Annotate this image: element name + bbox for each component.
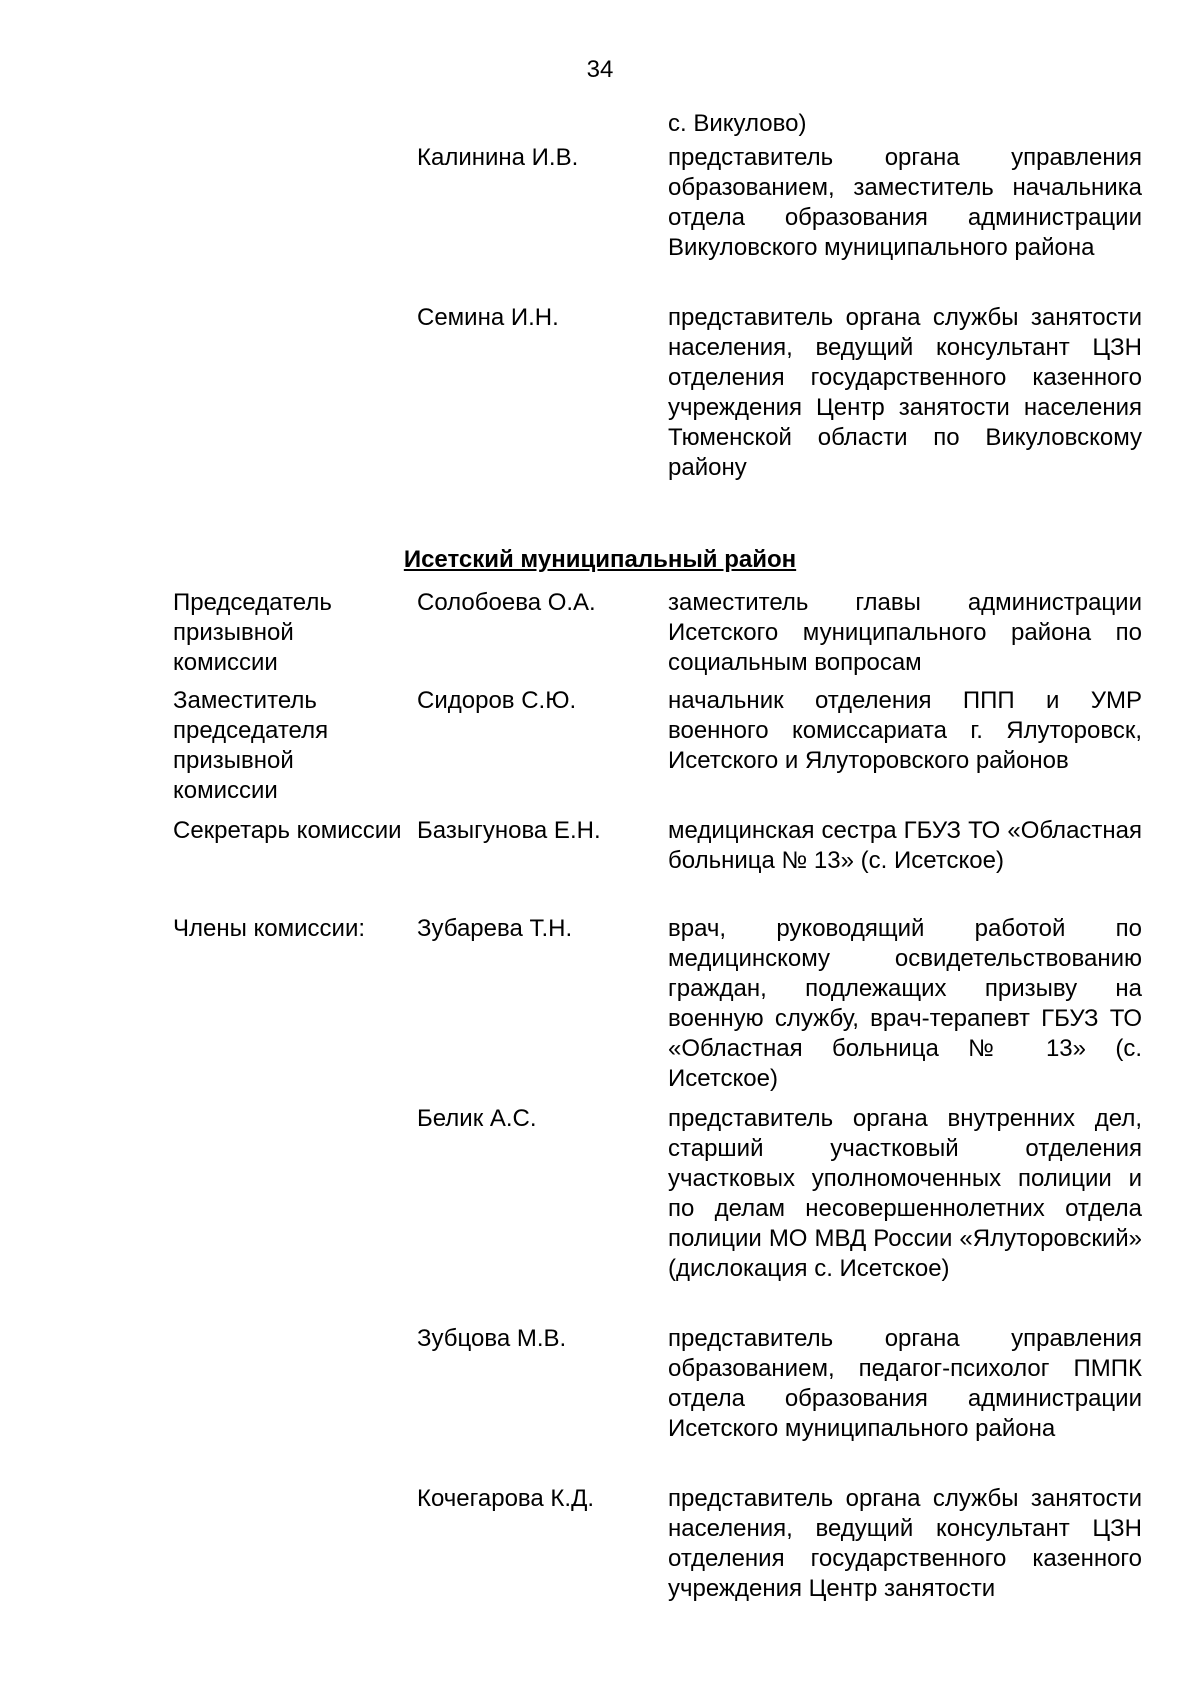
member-name: Кочегарова К.Д.	[417, 1485, 594, 1512]
commission-role: Председатель призывной комиссии	[173, 589, 332, 676]
member-description: заместитель главы администрации Исетского муниципального района по социальным вопросам	[668, 589, 1142, 676]
member-name: Солобоева О.А.	[417, 589, 596, 616]
member-description: представитель органа управления образованием, педагог-психолог ПМПК отдела образования администрации Исетского муниципального района	[668, 1325, 1142, 1442]
member-description: представитель органа управления образованием, заместитель начальника отдела образования администрации Викуловского муниципального района	[668, 144, 1142, 261]
page-number: 34	[586, 56, 614, 83]
member-description: начальник отделения ППП и УМР военного комиссариата г. Ялуторовск, Исетского и Ялуторовского районов	[668, 687, 1142, 774]
member-name: Базыгунова Е.Н.	[417, 817, 601, 844]
continuation-text: с. Викулово)	[668, 110, 807, 137]
member-name: Белик А.С.	[417, 1105, 537, 1132]
member-name: Зубцова М.В.	[417, 1325, 567, 1352]
member-name: Калинина И.В.	[417, 144, 579, 171]
member-name: Зубарева Т.Н.	[417, 915, 573, 942]
member-description: врач, руководящий работой по медицинскому освидетельствованию граждан, подлежащих призыву на военную службу, врач-терапевт ГБУЗ ТО «Областная больница № 13» (с. Исетское)	[668, 915, 1142, 1092]
member-name: Семина И.Н.	[417, 304, 559, 331]
commission-role: Заместитель председателя призывной комиссии	[173, 687, 329, 804]
commission-role: Секретарь комиссии	[173, 817, 402, 844]
member-description: представитель органа службы занятости населения, ведущий консультант ЦЗН отделения государственного казенного учреждения Центр занятости	[668, 1485, 1142, 1602]
section-heading: Исетский муниципальный район	[403, 546, 797, 573]
member-description: представитель органа службы занятости населения, ведущий консультант ЦЗН отделения государственного казенного учреждения Центр занятости населения Тюменской области по Викуловскому району	[668, 304, 1142, 481]
commission-role: Члены комиссии:	[173, 915, 366, 942]
member-name: Сидоров С.Ю.	[417, 687, 577, 714]
member-description: медицинская сестра ГБУЗ ТО «Областная больница № 13» (с. Исетское)	[668, 817, 1142, 874]
member-description: представитель органа внутренних дел, старший участковый отделения участковых уполномоченных полиции и по делам несовершеннолетних отдела полиции МО МВД России «Ялуторовский» (дислокация с. Исетское)	[668, 1105, 1142, 1282]
